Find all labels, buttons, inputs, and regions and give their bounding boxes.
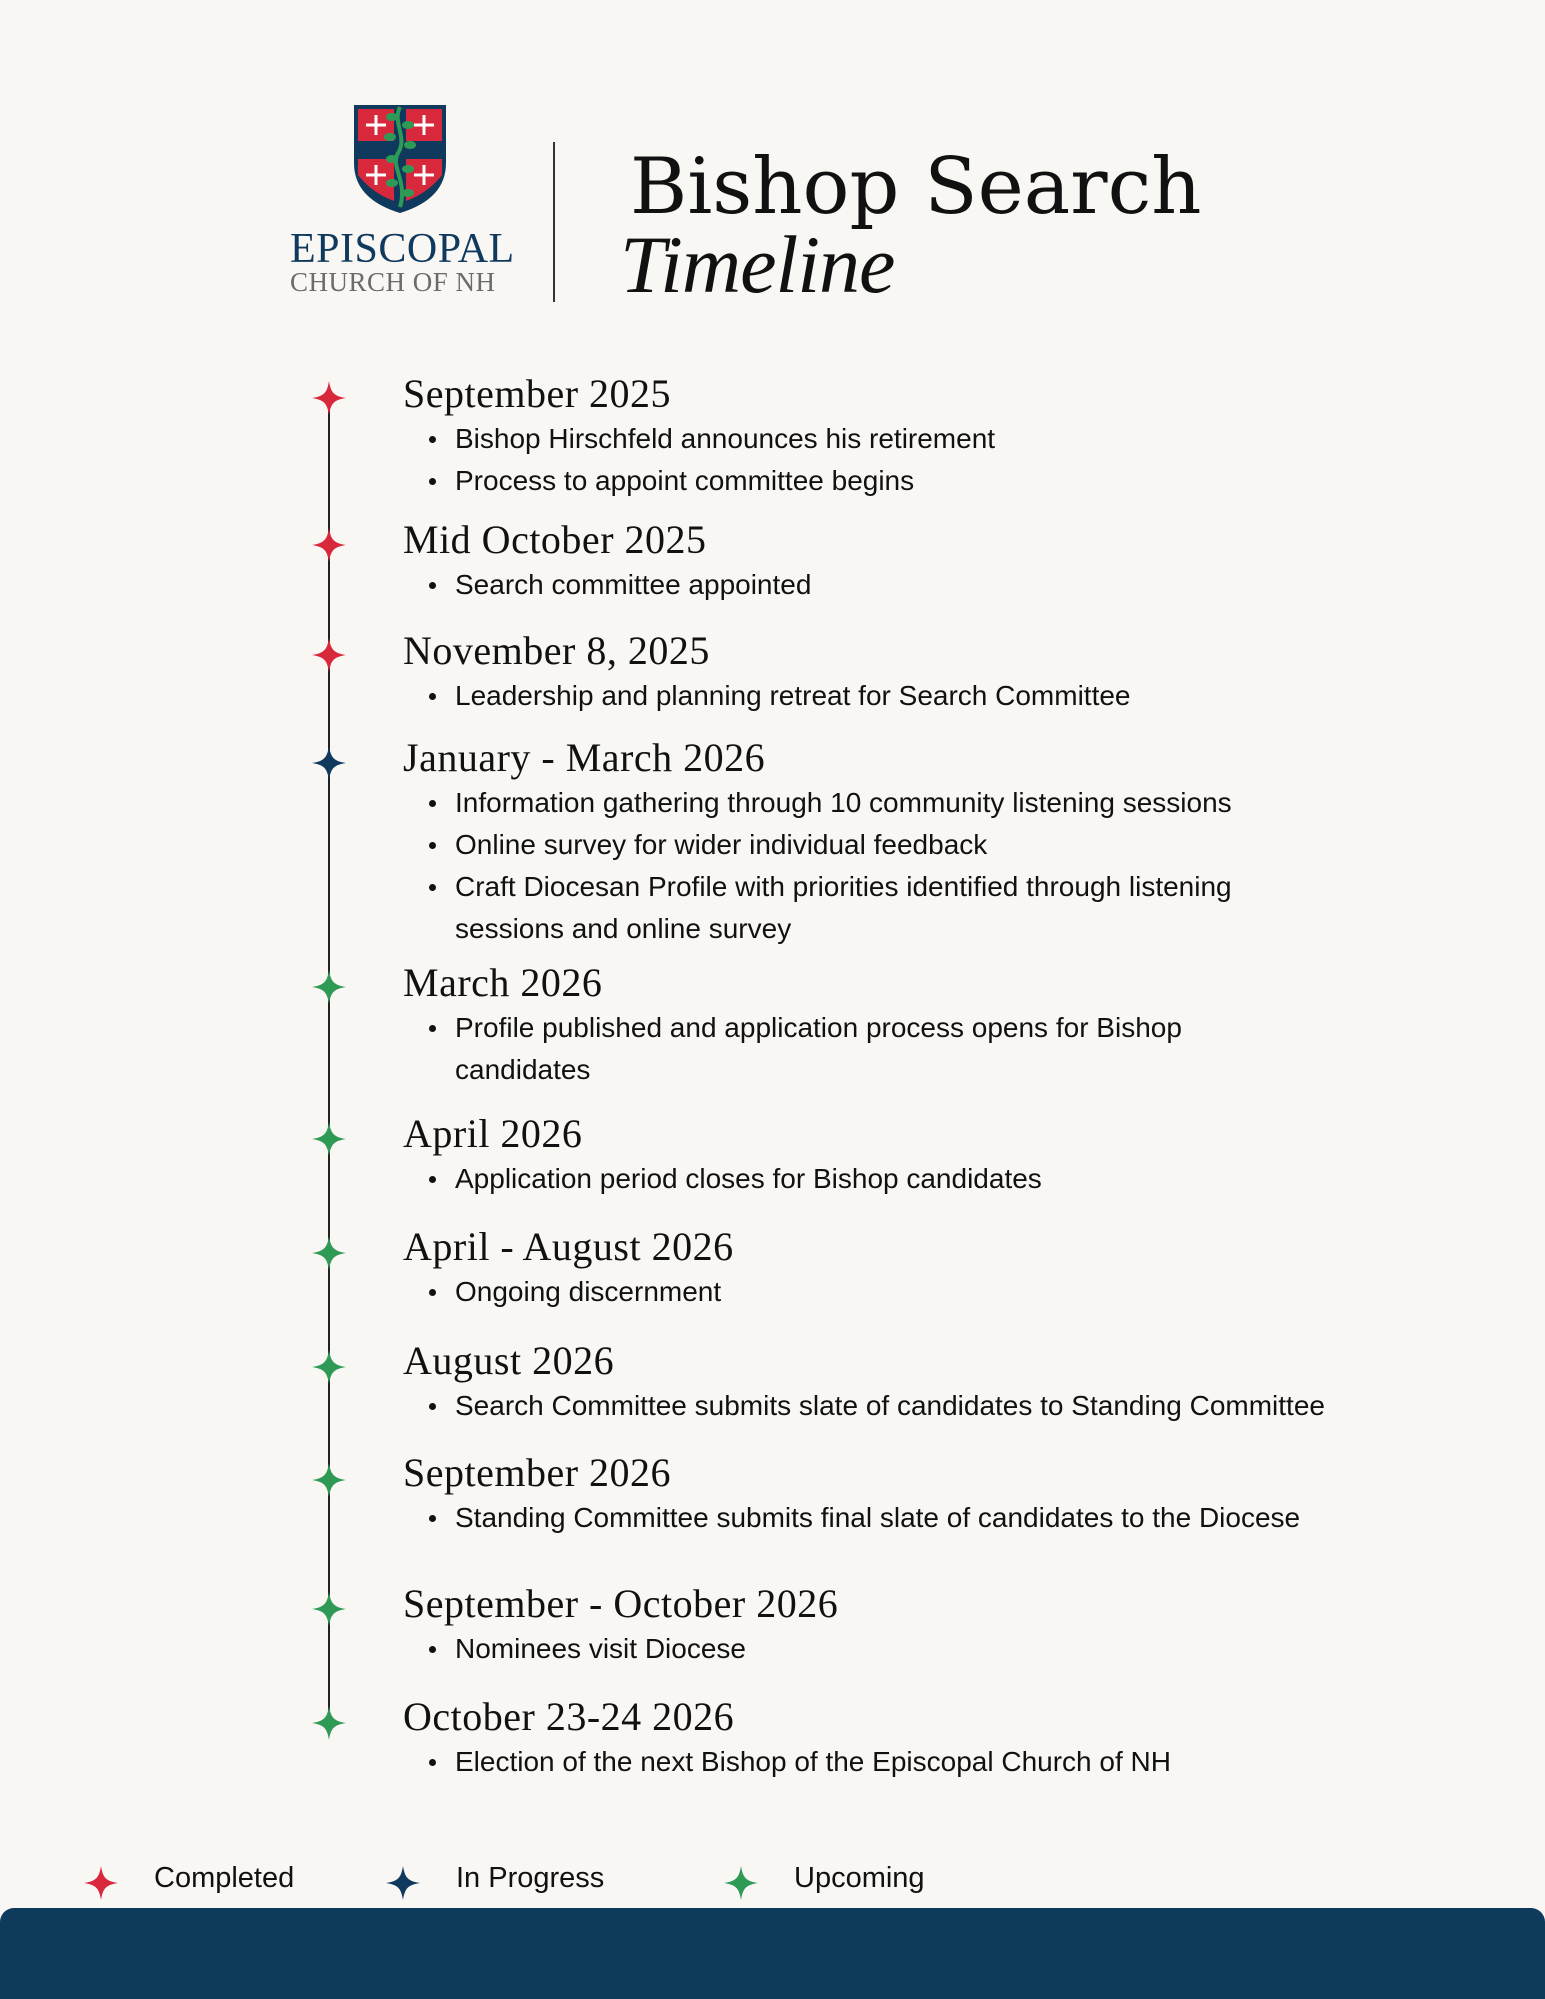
footer-band <box>0 1908 1545 1999</box>
entry-bullet: Search committee appointed <box>455 564 1315 606</box>
timeline-entry <box>403 516 1513 606</box>
completed-star-icon <box>312 638 346 672</box>
entry-bullet-list <box>403 418 1513 502</box>
entry-bullet: Information gathering through 10 community listening sessions <box>455 782 1315 824</box>
four-point-star-icon <box>312 1706 346 1740</box>
legend-label-completed: Completed <box>154 1862 295 1894</box>
entry-date: October 23-24 2026 <box>403 1694 735 1739</box>
entry-bullet-list <box>403 1385 1513 1427</box>
entry-bullet: Nominees visit Diocese <box>455 1628 1315 1670</box>
completed-star-icon <box>84 1866 118 1900</box>
timeline-entry <box>403 734 1513 950</box>
timeline-entry <box>403 370 1513 502</box>
legend-label-in-progress: In Progress <box>456 1862 605 1894</box>
four-point-star-icon <box>312 1463 346 1497</box>
entry-bullet: Process to appoint committee begins <box>455 460 1315 502</box>
completed-star-icon <box>312 528 346 562</box>
upcoming-star-icon <box>312 1592 346 1626</box>
entry-bullet: Application period closes for Bishop candidates <box>455 1158 1315 1200</box>
entry-bullet-list <box>403 675 1513 717</box>
entry-bullet: Election of the next Bishop of the Episcopal Church of NH <box>455 1741 1315 1783</box>
entry-bullet-list <box>403 1007 1513 1091</box>
four-point-star-icon <box>312 1592 346 1626</box>
four-point-star-icon <box>312 746 346 780</box>
entry-bullet-list <box>403 1497 1513 1539</box>
timeline-entry <box>403 1223 1513 1313</box>
in-progress-star-icon <box>386 1866 420 1900</box>
four-point-star-icon <box>312 1350 346 1384</box>
entry-date: April 2026 <box>403 1111 583 1156</box>
in-progress-star-icon <box>312 746 346 780</box>
timeline-entry <box>403 1693 1513 1783</box>
entry-bullet-list <box>403 564 1513 606</box>
entry-date: September 2025 <box>403 371 672 416</box>
entry-bullet: Search Committee submits slate of candidates to Standing Committee <box>455 1385 1513 1427</box>
entry-date: January - March 2026 <box>403 735 766 780</box>
four-point-star-icon <box>312 1122 346 1156</box>
timeline-entry <box>403 1337 1513 1427</box>
timeline-entry <box>403 1580 1513 1670</box>
entry-bullet: Online survey for wider individual feedback <box>455 824 1315 866</box>
entry-date: Mid October 2025 <box>403 517 707 562</box>
entry-date: March 2026 <box>403 960 603 1005</box>
four-point-star-icon <box>312 638 346 672</box>
timeline-entry <box>403 1449 1513 1539</box>
page-subtitle-script: Timeline <box>620 219 895 310</box>
entry-date: November 8, 2025 <box>403 628 710 673</box>
four-point-star-icon <box>312 528 346 562</box>
entry-bullet: Ongoing discernment <box>455 1271 1315 1313</box>
entry-bullet-list <box>403 782 1513 950</box>
completed-star-icon <box>312 381 346 415</box>
entry-bullet-list <box>403 1741 1513 1783</box>
entry-bullet-list <box>403 1271 1513 1313</box>
timeline-entry <box>403 627 1513 717</box>
upcoming-star-icon <box>312 970 346 1004</box>
four-point-star-icon <box>312 970 346 1004</box>
upcoming-star-icon <box>312 1706 346 1740</box>
upcoming-star-icon <box>312 1463 346 1497</box>
logo-text-church-of-nh: CHURCH OF NH <box>290 267 496 297</box>
entry-date: September - October 2026 <box>403 1581 839 1626</box>
entry-date: September 2026 <box>403 1450 672 1495</box>
four-point-star-icon <box>312 1236 346 1270</box>
entry-bullet: Standing Committee submits final slate of candidates to the Diocese <box>455 1497 1315 1539</box>
entry-date: August 2026 <box>403 1338 615 1383</box>
legend <box>0 1858 1545 1908</box>
legend-label-upcoming: Upcoming <box>794 1862 925 1894</box>
timeline-line <box>328 398 330 1723</box>
entry-bullet: Leadership and planning retreat for Search Committee <box>455 675 1315 717</box>
entry-date: April - August 2026 <box>403 1224 734 1269</box>
entry-bullet: Profile published and application process opens for Bishop candidates <box>455 1007 1315 1091</box>
upcoming-star-icon <box>724 1866 758 1900</box>
upcoming-star-icon <box>312 1236 346 1270</box>
page-title: Bishop Search <box>630 142 1202 232</box>
upcoming-star-icon <box>312 1122 346 1156</box>
timeline-entry <box>403 1110 1513 1200</box>
entry-bullet-list <box>403 1158 1513 1200</box>
upcoming-star-icon <box>312 1350 346 1384</box>
entry-bullet-list <box>403 1628 1513 1670</box>
entry-bullet: Bishop Hirschfeld announces his retirement <box>455 418 1315 460</box>
timeline-entry <box>403 959 1513 1091</box>
four-point-star-icon <box>312 381 346 415</box>
logo-text-episcopal: EPISCOPAL <box>290 226 515 272</box>
entry-bullet: Craft Diocesan Profile with priorities identified through listening sessions and online survey <box>455 866 1315 950</box>
